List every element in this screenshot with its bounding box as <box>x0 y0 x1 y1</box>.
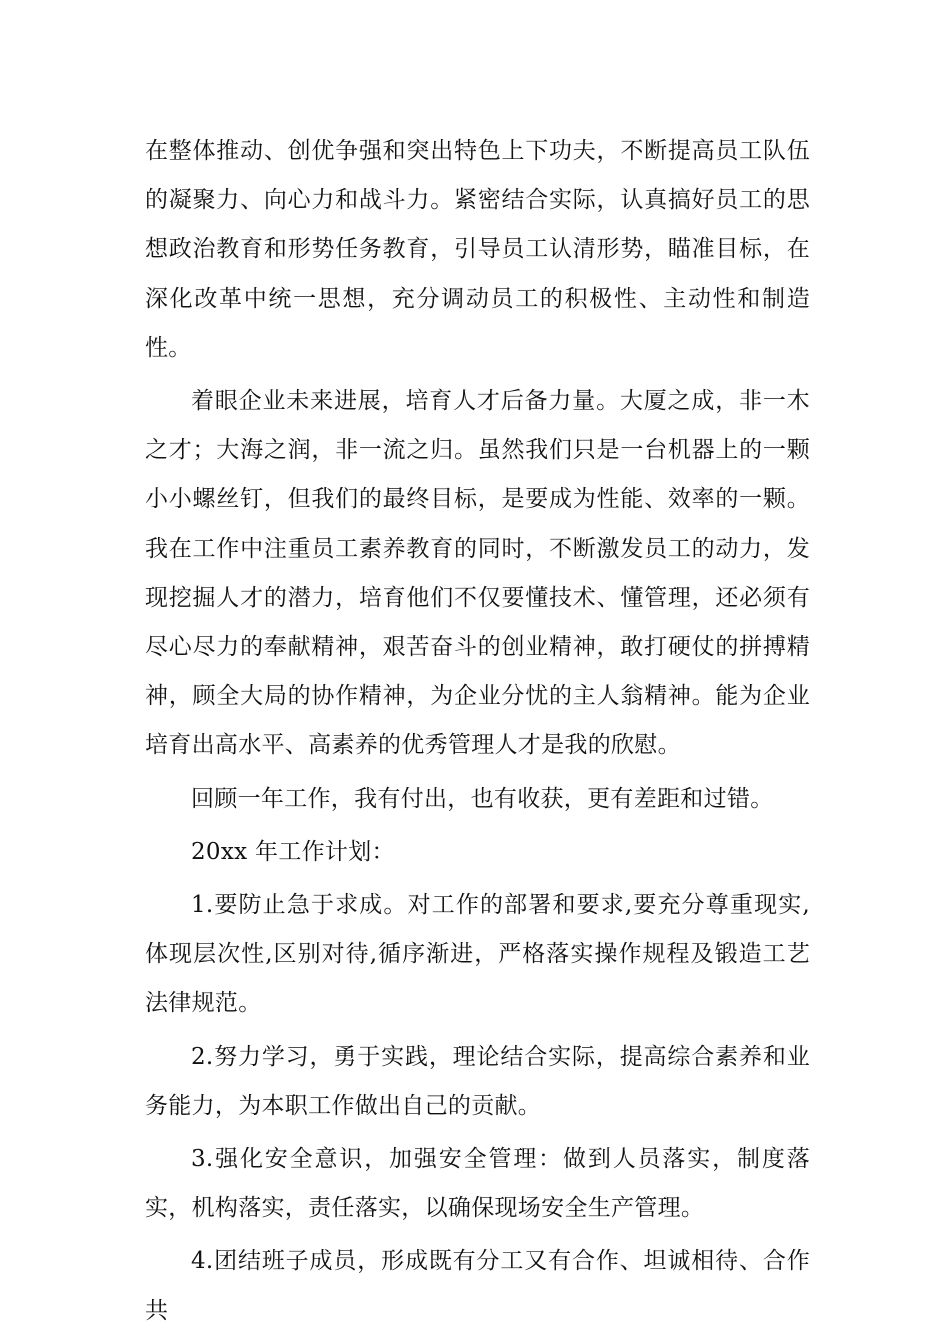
plan-heading: 20xx 年工作计划： <box>191 838 395 865</box>
plan-item-1: 1.要防止急于求成。对工作的部署和要求,要充分尊重现实,体现层次性,区别对待,循序渐进，严格落实操作规程及锻造工艺法律规范。 <box>145 892 810 1017</box>
body-paragraph-talent: 着眼企业未来进展，培育人才后备力量。大厦之成，非一木之才；大海之润，非一流之归。虽然我们只是一台机器上的一颗小小螺丝钉，但我们的最终目标，是要成为性能、效率的一颗。我在工作中注重员工素养教育的同时，不断激发员工的动力，发现挖掘人才的潜力，培育他们不仅要懂技术、懂管理，还必须有尽心尽力的奉献精神，艰苦奋斗的创业精神，敢打硬仗的拼搏精神，顾全大局的协作精神，为企业分忧的主人翁精神。能为企业培育出高水平、高素养的优秀管理人才是我的欣慰。 <box>145 388 810 759</box>
body-paragraph-review: 回顾一年工作，我有付出，也有收获，更有差距和过错。 <box>191 785 774 812</box>
plan-item-4: 4.团结班子成员，形成既有分工又有合作、坦诚相待、合作共 <box>145 1248 810 1324</box>
body-paragraph-continuation: 在整体推动、创优争强和突出特色上下功夫，不断提高员工队伍的凝聚力、向心力和战斗力。紧密结合实际，认真搞好员工的思想政治教育和形势任务教育，引导员工认清形势，瞄准目标，在深化改革中统一思想，充分调动员工的积极性、主动性和制造性。 <box>145 138 810 361</box>
document-body <box>145 127 810 1336</box>
plan-item-2: 2.努力学习，勇于实践，理论结合实际，提高综合素养和业务能力，为本职工作做出自己的贡献。 <box>145 1043 810 1119</box>
plan-item-3: 3.强化安全意识，加强安全管理：做到人员落实，制度落实，机构落实，责任落实，以确保现场安全生产管理。 <box>145 1146 810 1222</box>
